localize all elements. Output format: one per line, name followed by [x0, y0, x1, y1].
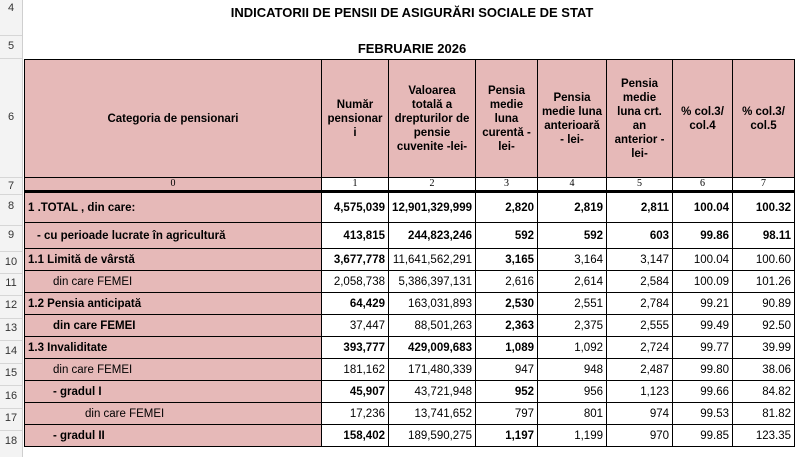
table-row: [25, 425, 795, 447]
table-row: [25, 223, 795, 249]
row-number[interactable]: 12: [4, 299, 18, 311]
value-cell[interactable]: 2,530: [476, 293, 538, 315]
row-number[interactable]: 6: [7, 111, 15, 123]
value-cell[interactable]: 84.82: [733, 381, 795, 403]
value-cell[interactable]: 99.86: [673, 223, 733, 249]
value-cell[interactable]: 5,386,397,131: [389, 271, 476, 293]
value-cell[interactable]: 43,721,948: [389, 381, 476, 403]
category-cell[interactable]: - gradul II: [25, 425, 322, 447]
value-cell[interactable]: 99.53: [673, 403, 733, 425]
column-number-cell[interactable]: 3: [476, 178, 538, 192]
value-cell[interactable]: 90.89: [733, 293, 795, 315]
value-cell[interactable]: 12,901,329,999: [389, 192, 476, 223]
header-cell[interactable]: Pensia medie luna curentă -lei-: [476, 60, 538, 178]
table-row: [25, 337, 795, 359]
category-cell[interactable]: din care FEMEI: [25, 359, 322, 381]
column-number-cell[interactable]: 7: [733, 178, 795, 192]
row-number[interactable]: 11: [5, 277, 17, 289]
value-cell[interactable]: 101.26: [733, 271, 795, 293]
value-cell[interactable]: 2,724: [607, 337, 673, 359]
category-cell[interactable]: din care FEMEI: [25, 403, 322, 425]
value-cell[interactable]: 1,199: [538, 425, 607, 447]
row-number[interactable]: 5: [7, 40, 15, 52]
header-cell[interactable]: Categoria de pensionari: [25, 60, 322, 178]
category-cell[interactable]: 1.1 Limită de vârstă: [25, 249, 322, 271]
row-number[interactable]: 18: [4, 435, 18, 447]
row-number[interactable]: 8: [7, 200, 15, 212]
table-row: [25, 192, 795, 223]
value-cell[interactable]: 123.35: [733, 425, 795, 447]
value-cell[interactable]: 99.85: [673, 425, 733, 447]
table-row: [25, 293, 795, 315]
value-cell[interactable]: 99.80: [673, 359, 733, 381]
header-cell[interactable]: Număr pensionar i: [322, 60, 389, 178]
row-number[interactable]: 17: [4, 412, 18, 424]
value-cell[interactable]: 413,815: [322, 223, 389, 249]
value-cell[interactable]: 970: [607, 425, 673, 447]
value-cell[interactable]: 1,092: [538, 337, 607, 359]
value-cell[interactable]: 2,820: [476, 192, 538, 223]
column-number-cell[interactable]: 4: [538, 178, 607, 192]
value-cell[interactable]: 429,009,683: [389, 337, 476, 359]
value-cell[interactable]: 1,197: [476, 425, 538, 447]
value-cell[interactable]: 3,164: [538, 249, 607, 271]
column-number-cell[interactable]: 1: [322, 178, 389, 192]
table-row: [25, 359, 795, 381]
column-number-cell[interactable]: 6: [673, 178, 733, 192]
value-cell[interactable]: 64,429: [322, 293, 389, 315]
value-cell[interactable]: 100.04: [673, 249, 733, 271]
value-cell[interactable]: 2,616: [476, 271, 538, 293]
row-header-column: [0, 0, 23, 457]
value-cell[interactable]: 974: [607, 403, 673, 425]
column-number-cell[interactable]: 2: [389, 178, 476, 192]
value-cell[interactable]: 2,551: [538, 293, 607, 315]
row-number[interactable]: 13: [4, 322, 18, 334]
value-cell[interactable]: 3,147: [607, 249, 673, 271]
value-cell[interactable]: 4,575,039: [322, 192, 389, 223]
row-number[interactable]: 15: [4, 367, 18, 379]
table-row: [25, 271, 795, 293]
value-cell[interactable]: 181,162: [322, 359, 389, 381]
header-row: [25, 60, 795, 178]
row-number[interactable]: 7: [7, 180, 15, 192]
header-cell[interactable]: Valoarea totală a drepturilor de pensie cuvenite -lei-: [389, 60, 476, 178]
column-number-cell[interactable]: 5: [607, 178, 673, 192]
value-cell[interactable]: 3,165: [476, 249, 538, 271]
row-number[interactable]: 9: [7, 229, 15, 241]
header-cell[interactable]: Pensia medie luna anterioară - lei-: [538, 60, 607, 178]
value-cell[interactable]: 98.11: [733, 223, 795, 249]
table-row: [25, 381, 795, 403]
value-cell[interactable]: 171,480,339: [389, 359, 476, 381]
value-cell[interactable]: 952: [476, 381, 538, 403]
value-cell[interactable]: 92.50: [733, 315, 795, 337]
value-cell[interactable]: 797: [476, 403, 538, 425]
value-cell[interactable]: 2,375: [538, 315, 607, 337]
category-cell[interactable]: - gradul I: [25, 381, 322, 403]
row-number[interactable]: 14: [4, 345, 18, 357]
value-cell[interactable]: 2,584: [607, 271, 673, 293]
value-cell[interactable]: 38.06: [733, 359, 795, 381]
value-cell[interactable]: 801: [538, 403, 607, 425]
sheet-subtitle[interactable]: FEBRUARIE 2026: [357, 41, 467, 56]
value-cell[interactable]: 2,614: [538, 271, 607, 293]
header-cell[interactable]: % col.3/ col.4: [673, 60, 733, 178]
value-cell[interactable]: 17,236: [322, 403, 389, 425]
value-cell[interactable]: 81.82: [733, 403, 795, 425]
category-cell[interactable]: 1.3 Invaliditate: [25, 337, 322, 359]
value-cell[interactable]: 88,501,263: [389, 315, 476, 337]
value-cell[interactable]: 2,819: [538, 192, 607, 223]
value-cell[interactable]: 3,677,778: [322, 249, 389, 271]
value-cell[interactable]: 99.77: [673, 337, 733, 359]
value-cell[interactable]: 99.66: [673, 381, 733, 403]
value-cell[interactable]: 99.49: [673, 315, 733, 337]
value-cell[interactable]: 393,777: [322, 337, 389, 359]
table-row: [25, 403, 795, 425]
value-cell[interactable]: 956: [538, 381, 607, 403]
value-cell[interactable]: 99.21: [673, 293, 733, 315]
value-cell[interactable]: 100.60: [733, 249, 795, 271]
category-cell[interactable]: 1 .TOTAL , din care:: [25, 192, 322, 223]
sheet-title[interactable]: INDICATORII DE PENSII DE ASIGURĂRI SOCIALE DE STAT: [230, 5, 594, 20]
value-cell[interactable]: 100.09: [673, 271, 733, 293]
row-number[interactable]: 4: [7, 2, 15, 14]
value-cell[interactable]: 2,811: [607, 192, 673, 223]
value-cell[interactable]: 158,402: [322, 425, 389, 447]
value-cell[interactable]: 592: [476, 223, 538, 249]
table-row: [25, 315, 795, 337]
column-number-cell[interactable]: 0: [25, 178, 322, 192]
value-cell[interactable]: 603: [607, 223, 673, 249]
value-cell[interactable]: 45,907: [322, 381, 389, 403]
pension-table: [24, 59, 795, 447]
table-row: [25, 249, 795, 271]
header-cell[interactable]: Pensia medie luna crt. an anterior -lei-: [607, 60, 673, 178]
value-cell[interactable]: 2,784: [607, 293, 673, 315]
value-cell[interactable]: 11,641,562,291: [389, 249, 476, 271]
value-cell[interactable]: 163,031,893: [389, 293, 476, 315]
value-cell[interactable]: 1,123: [607, 381, 673, 403]
value-cell[interactable]: 948: [538, 359, 607, 381]
value-cell[interactable]: 13,741,652: [389, 403, 476, 425]
value-cell[interactable]: 2,363: [476, 315, 538, 337]
value-cell[interactable]: 2,555: [607, 315, 673, 337]
value-cell[interactable]: 37,447: [322, 315, 389, 337]
category-cell[interactable]: - cu perioade lucrate în agricultură: [25, 223, 322, 249]
category-cell[interactable]: din care FEMEI: [25, 315, 322, 337]
row-number[interactable]: 10: [4, 256, 18, 268]
value-cell[interactable]: 100.32: [733, 192, 795, 223]
value-cell[interactable]: 947: [476, 359, 538, 381]
category-cell[interactable]: din care FEMEI: [25, 271, 322, 293]
category-cell[interactable]: 1.2 Pensia anticipată: [25, 293, 322, 315]
value-cell[interactable]: 2,058,738: [322, 271, 389, 293]
value-cell[interactable]: 592: [538, 223, 607, 249]
value-cell[interactable]: 2,487: [607, 359, 673, 381]
value-cell[interactable]: 244,823,246: [389, 223, 476, 249]
value-cell[interactable]: 100.04: [673, 192, 733, 223]
header-cell[interactable]: % col.3/ col.5: [733, 60, 795, 178]
value-cell[interactable]: 189,590,275: [389, 425, 476, 447]
value-cell[interactable]: 39.99: [733, 337, 795, 359]
column-number-row: [25, 178, 795, 192]
row-number[interactable]: 16: [4, 390, 18, 402]
value-cell[interactable]: 1,089: [476, 337, 538, 359]
